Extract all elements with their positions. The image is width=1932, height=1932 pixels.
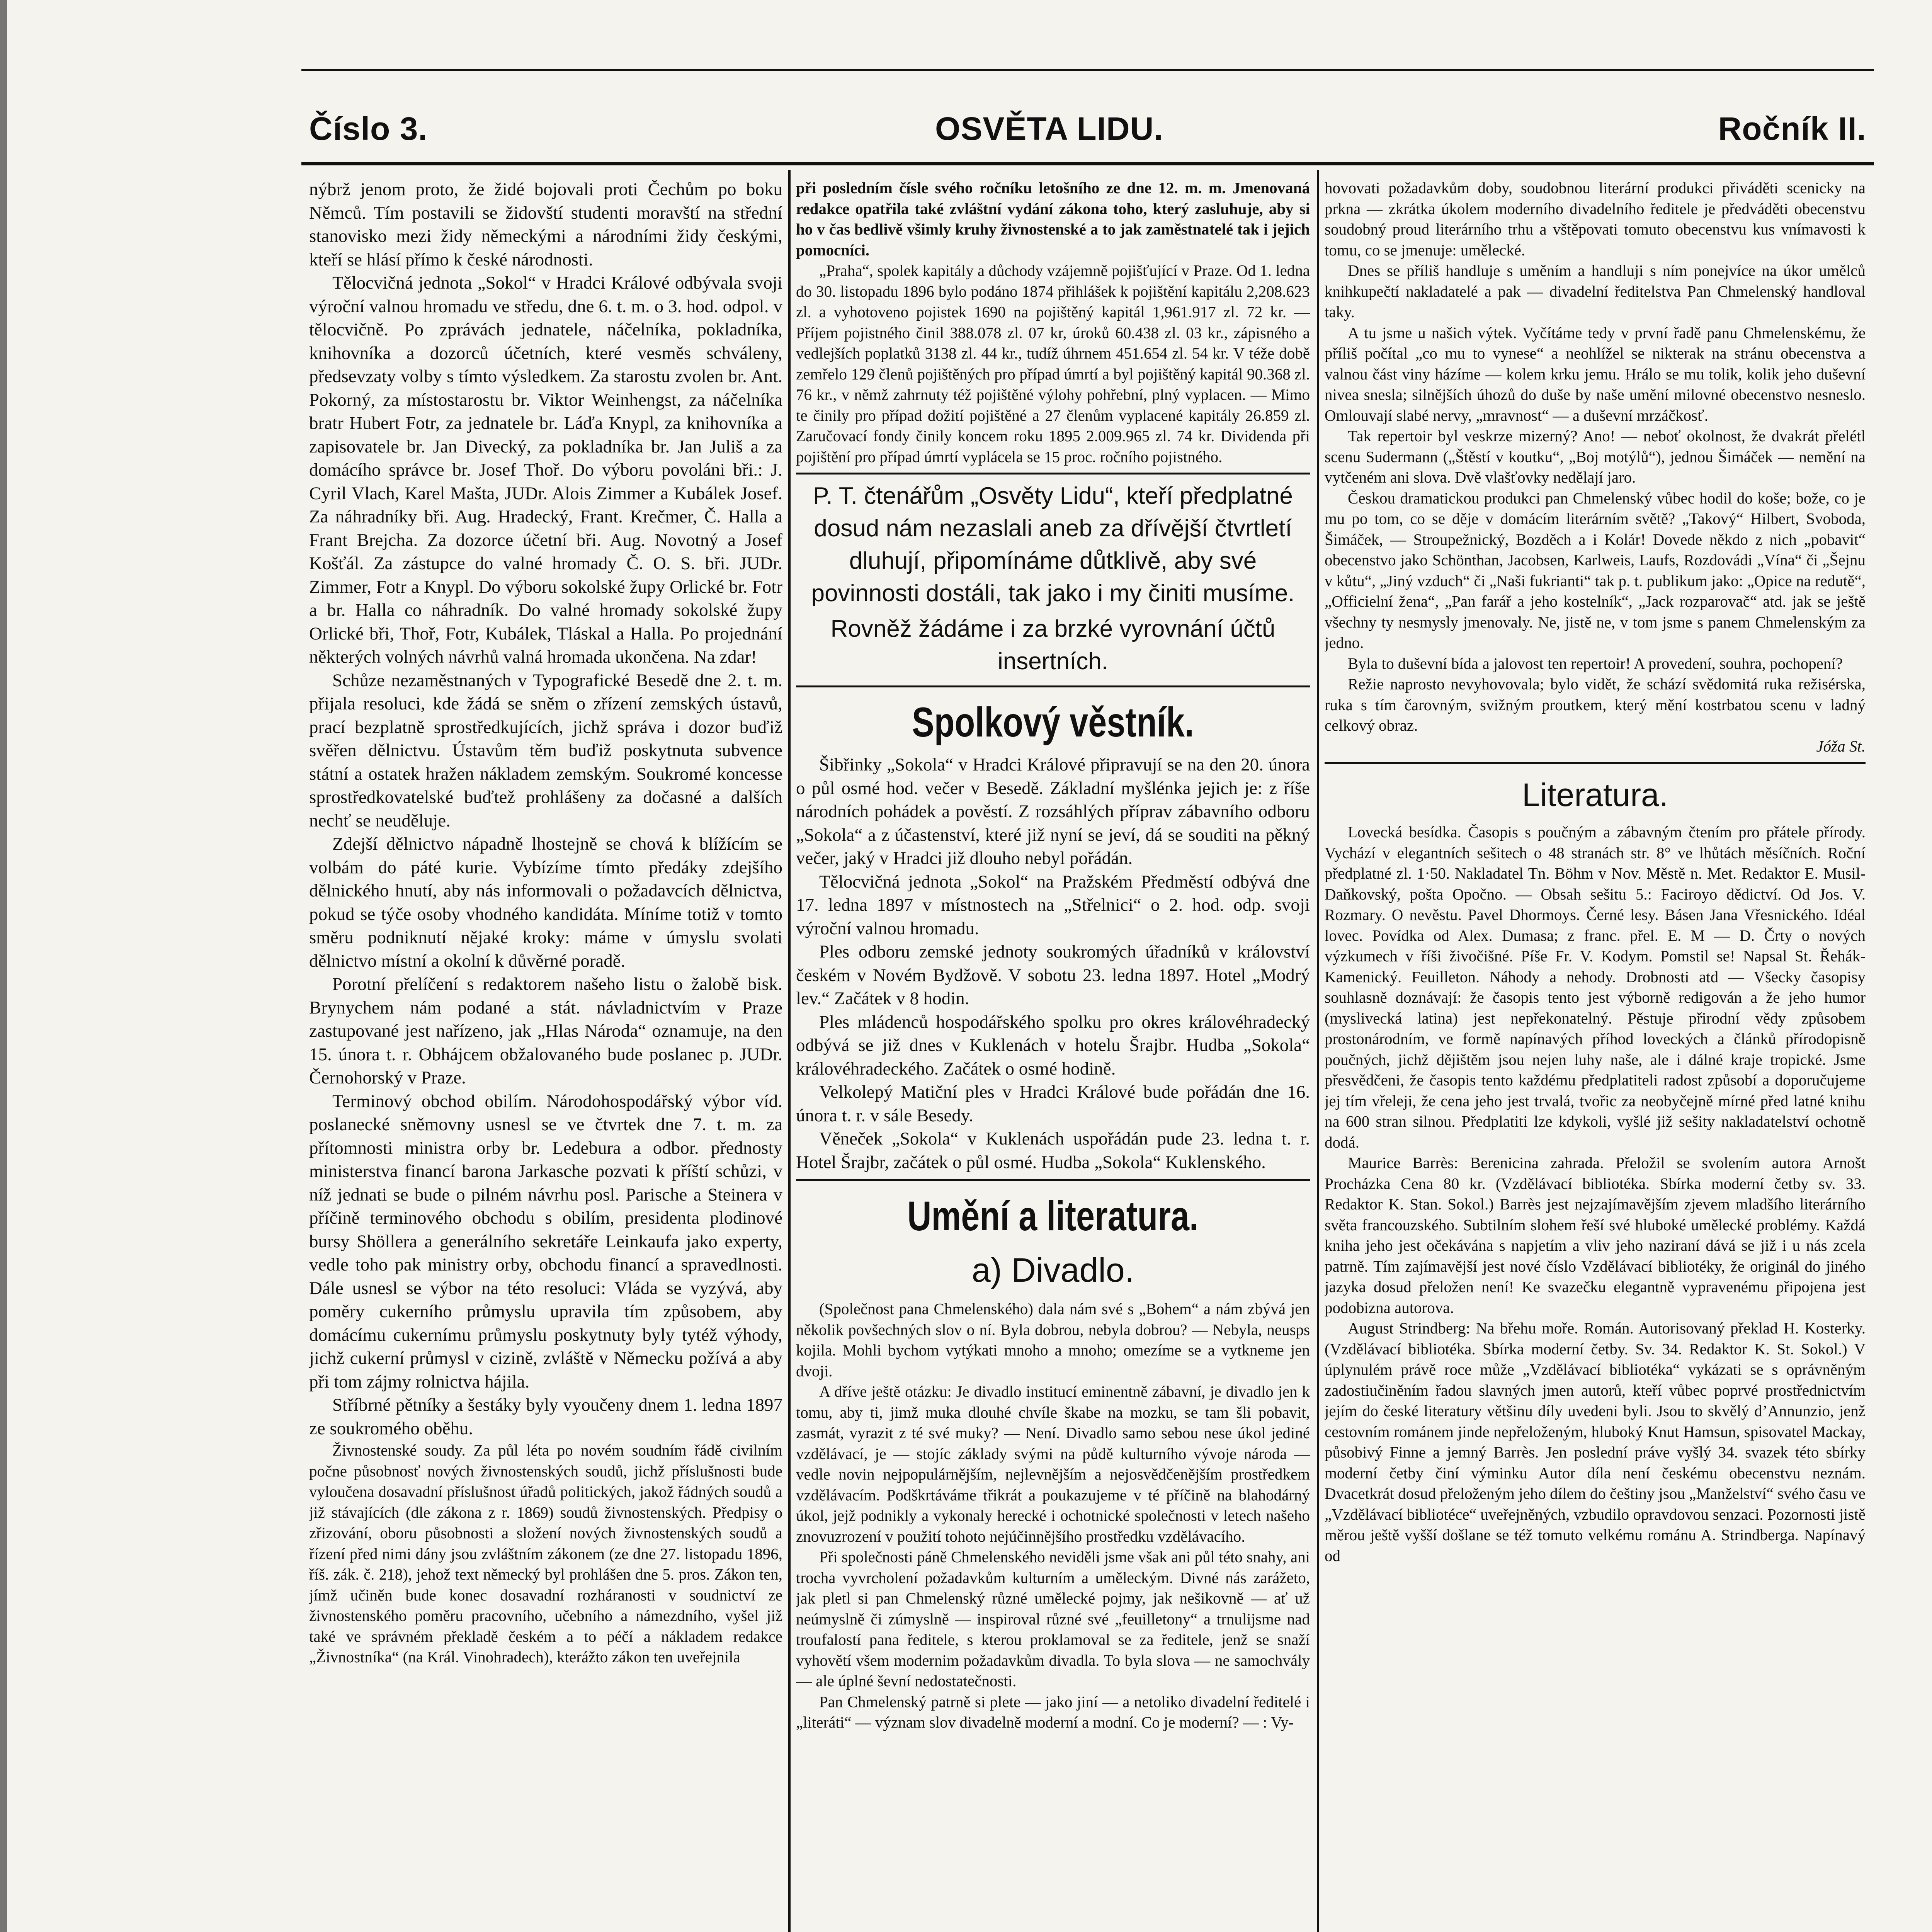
article-paragraph: při posledním čísle svého ročníku letošního ze dne 12. m. m. Jmenovaná redakce opatřila také zvláštní vydání zákona toho, který zasluhuje, aby si ho v čas bedlivě všimly kruhy živnostenské a to jak zaměstnatelé tak i jejich pomocníci. xyxy=(796,179,1310,259)
article-paragraph: Tělocvičná jednota „Sokol“ na Pražském Předměstí odbývá dne 17. ledna 1897 v místnostech na „Střelnici“ o 2. hod. odp. svoji výroční valnou hromadu. xyxy=(796,871,1310,939)
article-paragraph: Terminový obchod obilím. Národohospodářský výbor víd. poslanecké sněmovny usnesl se ve čtvrtek dne 7. t. m. za přítomnosti ministra orby br. Ledebura a odbor. přednosty ministerstva financí barona Jarkasche pozvati k příští schůzi, v níž jednati se bude o pilném návrhu posl. Parische a Steinera v příčině terminového obchodu s obilím, presidenta plodinové bursy Shöllera a generálního sekretáře Leinkaufa jako experty, vedle toho pak ministry orby, obchodu financí a spravedlnosti. Dále usnesl se výbor na této resoluci: Vláda se vyzývá, aby poměry cukerního průmyslu upravila tím způsobem, aby domácímu cukernímu průmyslu poskytnuty byly tytéž výhody, jichž cukerní průmysl v cizině, zvláště v Německu požívá a aby při tom zájmy rolnictva hájila. xyxy=(309,1091,782,1392)
article-paragraph: Při společnosti páně Chmelenského neviděli jsme však ani půl této snahy, ani trocha vyvrcholení požadavkům kulturním a uměleckým. Divné nás zarážeto, jak pletl si pan Chmelenský různé umělecké pojmy, jak nešikovně — ať už neúmyslně či zúmyslně — inspiroval různé své „feuilletony“ a trnulijsme nad troufalostí pana ředitele, s kterou proklamoval se za ředitele, jenž se snaží vyhovětí všem modernim požadavkům divadla. To byla slova — ne samochvály — ale úplné ševní nedostatečnosti. xyxy=(796,1548,1310,1690)
masthead: OSVĚTA LIDU. xyxy=(935,111,1163,147)
article-paragraph: Velkolepý Matiční ples v Hradci Králové bude pořádán dne 16. února t. r. v sále Besedy. xyxy=(796,1082,1310,1126)
article-paragraph: (Společnost pana Chmelenského) dala nám své s „Bohem“ a nám zbývá jen několik povšechných slov o ní. Byla dobrou, nebyla dobrou? — Nebyla, neusps kojila. Mohli bychom vytýkati mnoho a mnoho; omezíme se a vytkneme jen dvoji. xyxy=(796,1300,1310,1380)
article-paragraph: Dnes se příliš handluje s uměním a handluji s ním ponejvíce na úkor umělců knihkupečtí nakladatelé a pak — divadelní ředitelstva Pan Chmelenský handloval taky. xyxy=(1325,262,1866,321)
divider xyxy=(1325,762,1866,764)
article-paragraph: Byla to duševní bída a jalovost ten repertoir! A provedení, souhra, pochopení? xyxy=(1348,654,1843,672)
article-paragraph: Živnostenské soudy. Za půl léta po novém soudním řádě civilním počne působnosť nových živnostenských soudů, jichž příslušnosti bude vyloučena dosavadní příslušnost úřadů politických, jakož řádných soudů a již stávajících (dle zákona z r. 1869) soudů živnostenských. Předpisy o zřizování, oboru působnosti a složení nových živnostenských soudů a řízení před nimi dány jsou zvláštním zákonem (ze dne 27. listopadu 1896, říš. zák. č. 218), jehož text německý byl prohlášen dne 5. pros. Zákon ten, jímž učiněn bude konec dosavadní rozháranosti v soudnictví ze živnostenského poměru pracovního, učebního a námezdního, vyšel již také ve správném překladě českém a to péčí a nákladem redakce „Živnostníka“ (na Král. Vinohradech), kterážto zákon ten uveřejnila xyxy=(309,1441,782,1666)
article-paragraph: Stříbrné pětníky a šestáky byly vyoučeny dnem 1. ledna 1897 ze soukromého oběhu. xyxy=(309,1395,782,1439)
page-header xyxy=(309,106,1866,160)
article-paragraph: August Strindberg: Na břehu moře. Román. Autorisovaný překlad H. Kosterky. (Vzdělávací bibliotéka. Sbírka moderní četby. Sv. 34. Redaktor K. St. Sokol.) V úplynulém právě roce může „Vzdělávací bibliotéka“ vykázati se s oprávněným zadostiučiněním řadou slavných jmen autorů, kteří vůbec poprvé prostřednictvím jejím do české literatury většinu díly uvedeni byli. Jsou to skvělý d’Annunzio, jenž cestovním románem jinde nepřeloženým, hluboký Knut Hamsun, spisovatel Mackay, působivý Finne a jemný Barrès. Jen poslední práve vyšlý 34. svazek této sbírky moderní četby činí výminku Autor díla není českému obecenstvu neznám. Dvacetkrát dosud přeloženým jeho dílem do češtiny jsou „Manželství“ svého času ve „Vzdělávací bibliotéce“ uveřejněných, vzbudilo opravdovou senzaci. Pozornosti jistě měrou ještě vyšší došlane se též tomuto velkému románu A. Strindberga. Napínavý od xyxy=(1325,1319,1866,1565)
column-divider-2 xyxy=(1317,170,1319,1932)
article-paragraph: Porotní přelíčení s redaktorem našeho listu o žalobě bisk. Brynychem nám podané a stát. návladnictvím v Praze zastupované jest nařízeno, jak „Hlas Národa“ oznamuje, na den 15. února t. r. Obhájcem obžalovaného bude poslanec p. JUDr. Černohorský v Praze. xyxy=(309,974,782,1088)
article-paragraph: „Praha“, spolek kapitály a důchody vzájemně pojišťující v Praze. Od 1. ledna do 30. listopadu 1896 bylo podáno 1874 přihlášek k pojištění kapitálu 2,208.623 zl. a vyhotoveno pojistek 1690 na pojištěný kapitál 1,961.917 zl. 72 kr. — Příjem pojistného činil 388.078 zl. 07 kr, úroků 60.438 zl. 03 kr., zápisného a vedlejších poplatků 3138 zl. 44 kr., tudíž úhrnem 451.654 zl. 54 kr. V téže době zemřelo 129 členů pojištěných pro případ úmrtí a byl pojištěný kapitál 90.368 zl. 76 kr., v němž zahrnuty též pojištěné výlohy pohřební, plný vyplacen. — Mimo te činily pro případ dožití pojištěné a 27 členům vyplacené kapitály 26.859 zl. Zaručovací fondy činily koncem roku 1895 2.009.965 zl. 74 kr. Dividenda při pojištění pro případ úmrtí vyplácela se 15 proc. ročního pojistného. xyxy=(796,262,1310,466)
article-paragraph: Šibřinky „Sokola“ v Hradci Králové připravují se na den 20. února o půl osmé hod. večer v Besedě. Základní myšlénka jejich je: z říše národních pohádek a pověstí. Z rozsáhlých příprav zábavního odboru „Sokola“ a z účastenství, které již nyní se jeví, dá se souditi na pěkný večer, jaký v Hradci již dlouho nebyl pořádán. xyxy=(796,755,1310,868)
column-3 xyxy=(1325,178,1866,1932)
article-paragraph: Ples odboru zemské jednoty soukromých úřadníků v království českém v Novém Bydžově. V sobotu 23. ledna 1897. Hotel „Modrý lev.“ Začátek v 8 hodin. xyxy=(796,942,1310,1009)
article-paragraph: Režie naprosto nevyhovovala; bylo vidět, že schází svědomitá ruka režisérska, ruka s tím čarovným, svižným proutkem, který mění kostrbatou scenu v ladný celkový obraz. xyxy=(1325,675,1866,734)
article-paragraph: A tu jsme u našich výtek. Vyčítáme tedy v první řadě panu Chmelenskému, že příliš počítal „co mu to vynese“ a neohlížel se nikterak na stránu obecenstva a valnou část viny házíme — kolem krku jemu. Hrálo se mu tolik, kolik jeho duševní nivea snesla; silnějších úhozů do duše by naše umění milovné obecenstvo nesneslo. Omlouvají slabé nervy, „mravnost“ — a duševní mrzáčkosť. xyxy=(1325,323,1866,424)
article-paragraph: Věneček „Sokola“ v Kuklenách uspořádán pude 23. ledna t. r. Hotel Šrajbr, začátek o půl osmé. Hudba „Sokola“ Kuklenského. xyxy=(796,1129,1310,1172)
article-paragraph: Ples mládenců hospodářského spolku pro okres královéhradecký odbývá se již dnes v Kuklenách v hotelu Šrajbr. Hudba „Sokola“ královéhradeckého. Začátek o osmé hodině. xyxy=(796,1012,1310,1079)
section-title-literatura: Literatura. xyxy=(1522,777,1668,813)
article-paragraph: Pan Chmelenský patrně si plete — jako jiní — a netoliko divadelní ředitelé i „literáti“ — význam slov divadelně moderní a modní. Co je moderní? — : Vy- xyxy=(796,1692,1310,1731)
top-rule xyxy=(301,69,1874,71)
column-1 xyxy=(309,178,782,1932)
article-paragraph: Schůze nezaměstnaných v Typografické Besedě dne 2. t. m. přijala resoluci, kde žádá se sněm o zřízení zemských ústavů, prací bezplatně sprostředkujících, jichž správa i dozor buďiž svěřen dělnictvu. Ústavům těm buďiž poskytnuta subvence státní a ostatek hražen nákladem zemským. Soukromé koncesse sprostředkovatelské buďtež prohlášeny za dočasné a dalších nechť se neuděluje. xyxy=(309,670,782,831)
article-paragraph: Tak repertoir byl veskrze mizerný? Ano! — neboť okolnost, že dvakrát přelétl scenu Sudermann („Štěstí v koutku“, „Boj motýlů“), jednou Šimáček — nemění na vytčeném ani slova. Dvě vlašťovky nedělají jaro. xyxy=(1325,427,1866,486)
subscriber-notice xyxy=(796,480,1310,678)
article-paragraph: A dříve ještě otázku: Je divadlo institucí eminentně zábavní, je divadlo jen k tomu, aby ti, jimž muka dlouhé chvíle škabe na mozku, se tam šli pobavit, zasmát, vyrazit z té své muky? — Není. Divadlo samo sebou nese úkol jediné vzdělávací, je — stojíc základy svými na půdě kulturního vývoje národa — vedle novin nejpopulárnějším, nejlevnějším a nejosvědčenějším prostředkem vzdělávacím. Podškrtáváme třikrát a poukazujeme v té příčině na blahodárný úkol, jejž podnikly a vykonaly herecké i ochotnické společnosti v letech našeho znovuzrození v použití tohoto nejúčinnějšího prostředku vzdělávacího. xyxy=(796,1383,1310,1545)
divider xyxy=(796,473,1310,474)
article-paragraph: Tělocvičná jednota „Sokol“ v Hradci Králové odbývala svoji výroční valnou hromadu ve středu, dne 6. t. m. o 3. hod. odpol. v tělocvičně. Po zprávách jednatele, náčelníka, pokladníka, knihovníka a dozorců účetních, které vesměs schváleny, předsevzaty volby s tímto výsledkem. Za starostu zvolen br. Ant. Pokorný, za místostarostu br. Viktor Weinhengst, za náčelníka bratr Hubert Fotr, za jednatele br. Láďa Knypl, za knihovníka a zapisovatele br. Jan Divecký, za pokladníka br. Jan Juliš a za domácího správce br. Josef Thoř. Do výboru povoláni bři.: J. Cyril Vlach, Karel Mašta, JUDr. Alois Zimmer a Kubálek Josef. Za náhradníky bři. Aug. Hradecký, Frant. Krečmer, Č. Halla a Frant Brejcha. Za dozorce účetní bři. Aug. Novotný a Josef Košťál. Za zástupce do valné hromady Č. O. S. bři. JUDr. Zimmer, Fotr a Knypl. Do výboru sokolské župy Orlické br. Fotr a br. Halla co náhradník. Do valné hromady sokolské župy Orlické bři, Thoř, Fotr, Kubálek, Tláskal a Halla. Po projednání některých volných návrhů valná hromada ukončena. Na zdar! xyxy=(309,273,782,667)
subsection-title-divadlo: a) Divadlo. xyxy=(971,1251,1134,1289)
author-signature: Jóža St. xyxy=(1816,737,1866,755)
divider xyxy=(796,1179,1310,1181)
article-paragraph: nýbrž jenom proto, že židé bojovali proti Čechům po boku Němců. Tím postavili se židovští studenti moravští na střední stanovisko mezi židy německými a národními židy českými, kteří se hlásí přímo k české národnosti. xyxy=(309,179,782,270)
article-paragraph: Českou dramatickou produkci pan Chmelenský vůbec hodil do koše; bože, co je mu po tom, co se děje v domácím literárním světě? „Takový“ Hilbert, Svoboda, Šimáček, — Stroupežnický, Bozděch a i Kolár! Dovede někdo z nich „pobavit“ obecenstvo jako Schönthan, Jacobsen, Karlweis, Laufs, Rozdovádi „Vína“ či „Šejnu v kůtu“, „Jiný vzduch“ či „Naši fukrianti“ tak p. t. publikum jako: „Opice na redutě“, „Officielní žena“, „Pan farář a jeho kostelník“, „Jack rozparovač“ atd. jak se ještě všechny ty nesmysly jmenovaly. Ne, jistě ne, v tom jsme s panem Chmelenským za jedno. xyxy=(1325,489,1866,651)
article-paragraph: Lovecká besídka. Časopis s poučným a zábavným čtením pro přátele přírody. Vychází v elegantních sešitech o 48 stranách str. 8° ve lhůtách měsíčních. Roční předplatné zl. 1·50. Nakladatel Tn. Böhm v Nov. Městě n. Met. Redaktor E. Musil-Daňkovský, pošta Opočno. — Obsah sešitu 5.: Faciroyo dědictví. Od Jos. V. Rozmary. O nevěstu. Pavel Dhormoys. Černé lesy. Básen Jana Vřesnického. Idéal lovec. Povídka od Alex. Dumasa; z franc. přel. E. M — D. Črty o nových výzkumech v říši živočišné. Píše Fr. V. Kodym. Pomstil se! Napsal St. Řehák-Kamenický. Feuilleton. Náhody a nehody. Drobnosti atd — Všecky časopisy souhlasně doznávají: že časopis tento jest výborně redigován a že jeho humor (myslivecká latina) jest nepřekonatelný. Pěstuje přirodní vědy způsobem prostonárodním, ve formě napínavých příhod loveckých a článků přírodopisně poučných, jichž dějištěm jsou nejen luhy naše, ale i dálné kraje tropické. Jsme přesvědčeni, že časopis tento každému předplatiteli radost způsobí a doporučujeme jej tím vřeleji, že cena jeho jest trvalá, tvořic za neobyčejně mírné před latné knihu na 600 stran silnou. Předplatiti lze kdykoli, vyšlé již sešity nakladatelství ochotně dodá. xyxy=(1325,823,1866,1151)
header-rule xyxy=(301,162,1874,165)
notice-text: Rovněž žádáme i za brzké vyrovnání účtů insertních. xyxy=(830,616,1276,675)
article-paragraph: hovovati požadavkům doby, soudobnou literární produkci přiváděti scenicky na prkna — zkrátka úkolem moderního divadelního ředitele je předváděti obecenstvu soudobný proud literárního trhu a vštěpovati tomuto obecenstvu kus vnímavosti k tomu, co se jmenuje: umělecké. xyxy=(1325,179,1866,259)
divider xyxy=(796,685,1310,687)
section-title-umeni: Umění a literatura. xyxy=(907,1192,1199,1239)
column-divider-1 xyxy=(788,170,791,1932)
scan-edge xyxy=(0,0,7,1932)
article-paragraph: Maurice Barrès: Berenicina zahrada. Přeložil se svolením autora Arnošt Procházka Cena 80 kr. (Vzdělávací bibliotéka. Sbírka moderní četby sv. 33. Redaktor K. Stan. Sokol.) Barrès jest nejzajímavějším zjevem mladšího literárního světa francouzského. Subtilním slohem řeší své hluboké umělecké problémy. Každá kniha jeho jest očekávána s napjetím a vliv jeho naziraní dává se již i u nás zcela patrně. Tím zajímavější jest nové číslo Vzdělávací bibliotéky, že originál do jiného jazyka dosud přeložen není! Ke svazečku elegantně vypravenému připojena jest podobizna autorova. xyxy=(1325,1154,1866,1316)
column-2 xyxy=(796,178,1310,1932)
volume-number: Ročník II. xyxy=(1718,111,1866,147)
section-title-spolkovy: Spolkový věstník. xyxy=(912,699,1194,745)
article-paragraph: Zdejší dělnictvo nápadně lhostejně se chová k blížícím se volbám do páté kurie. Vybízíme tímto předáky zdejšího dělnického hnutí, aby nás informovali o požadavcích dělnictva, pokud se týče osoby vhodného kandidáta. Míníme totiž v tomto směru podniknutí nějaké kroky: máme v úmyslu svolati dělnictvo místní a okolní k důvěrné poradě. xyxy=(309,834,782,971)
issue-number: Číslo 3. xyxy=(309,111,428,147)
notice-text: P. T. čtenářům „Osvěty Lidu“, kteří předplatné dosud nám nezaslali aneb za dřívější čtvrtletí dluhují, připomínáme důtklivě, aby své povinnosti dostáli, tak jako i my činiti musíme. xyxy=(811,483,1295,607)
